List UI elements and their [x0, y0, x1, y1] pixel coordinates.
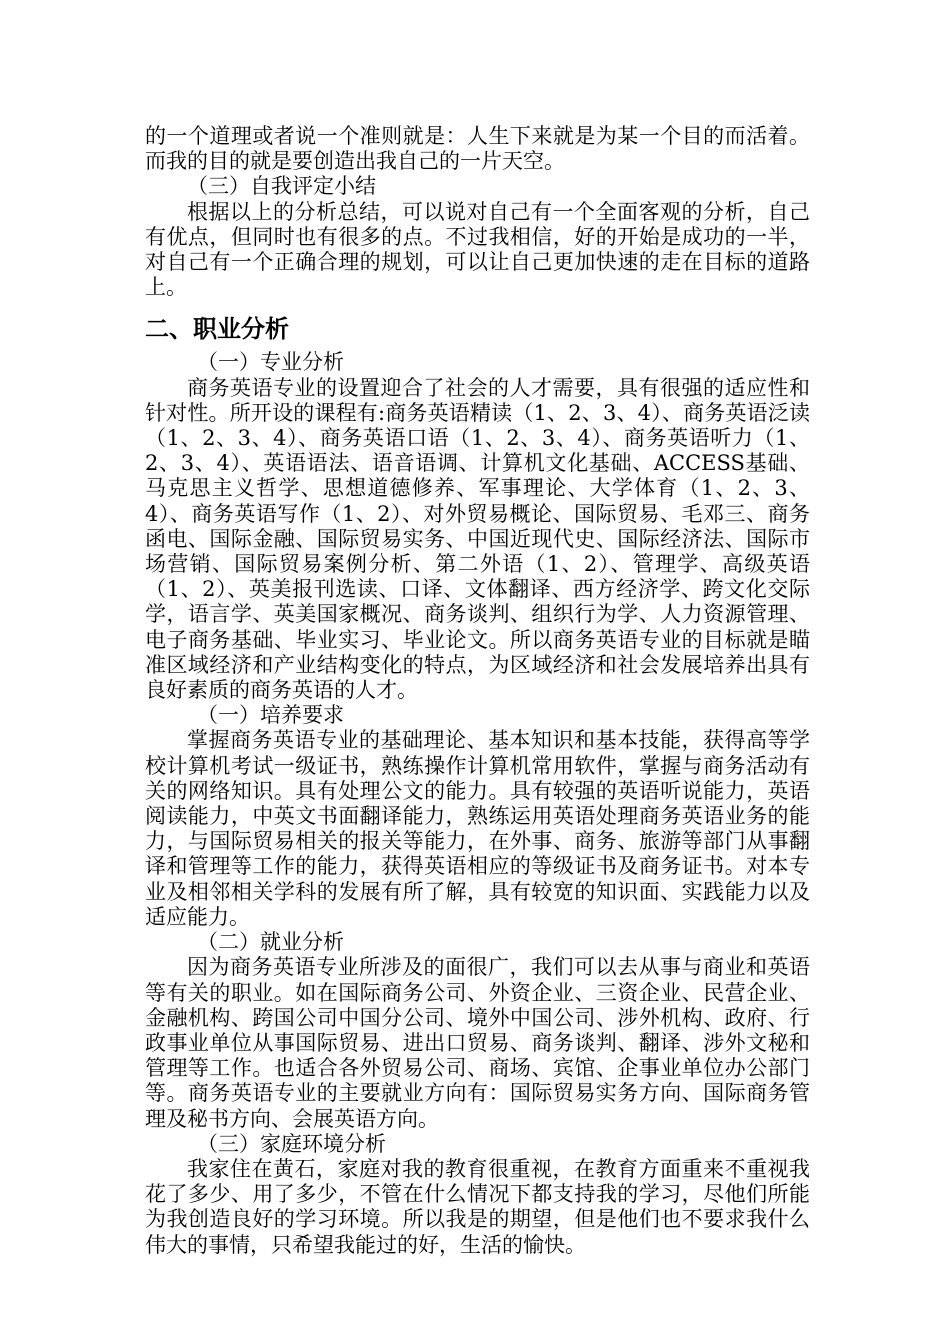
self-eval-heading: （三）自我评定小结	[187, 174, 376, 199]
continuation-paragraph: 的一个道理或者说一个准则就是：人生下来就是为某一个目的而活着。而我的目的就是要创造出我自己的一片天空。	[145, 124, 810, 174]
document-page	[145, 124, 810, 1258]
self-eval-paragraph: 根据以上的分析总结，可以说对自己有一个全面客观的分析，自己有优点，但同时也有很多的点。不过我相信，好的开始是成功的一半，对自己有一个正确合理的规划，可以让自己更加快速的走在目标的道路上。	[145, 199, 810, 300]
family-analysis-heading: （三）家庭环境分析	[197, 1131, 386, 1156]
major-analysis-heading: （一）专业分析	[197, 350, 344, 375]
family-analysis-paragraph: 我家住在黄石，家庭对我的教育很重视，在教育方面重来不重视我花了多少、用了多少，不管在什么情况下都支持我的学习，尽他们所能为我创造良好的学习环境。所以我是的期望，但是他们也不要求我什么伟大的事情，只希望我能过的好，生活的愉快。	[145, 1156, 810, 1257]
career-section-title: 二、职业分析	[145, 315, 289, 344]
employment-analysis-paragraph: 因为商务英语专业所涉及的面很广，我们可以去从事与商业和英语等有关的职业。如在国际商务公司、外资企业、三资企业、民营企业、金融机构、跨国公司中国分公司、境外中国公司、涉外机构、政府、行政事业单位从事国际贸易、进出口贸易、商务谈判、翻译、涉外文秘和管理等工作。也适合各外贸易公司、商场、宾馆、企事业单位办公部门等。商务英语专业的主要就业方向有：国际贸易实务方向、国际商务管理及秘书方向、会展英语方向。	[145, 955, 810, 1131]
major-analysis-paragraph: 商务英语专业的设置迎合了社会的人才需要，具有很强的适应性和针对性。所开设的课程有:商务英语精读（1、2、3、4）、商务英语泛读（1、2、3、4）、商务英语口语（1、2、3、4）、商务英语听力（1、2、3、4）、英语语法、语音语调、计算机文化基础、ACCESS基础、马克思主义哲学、思想道德修养、军事理论、大学体育（1、2、3、4）、商务英语写作（1、2）、对外贸易概论、国际贸易、毛邓三、商务函电、国际金融、国际贸易实务、中国近现代史、国际经济法、国际市场营销、国际贸易案例分析、第二外语（1、2）、管理学、高级英语（1、2）、英美报刊选读、口译、文体翻译、西方经济学、跨文化交际学，语言学、英美国家概况、商务谈判、组织行为学、人力资源管理、电子商务基础、毕业实习、毕业论文。所以商务英语专业的目标就是瞄准区域经济和产业结构变化的特点，为区域经济和社会发展培养出具有良好素质的商务英语的人才。	[145, 375, 810, 703]
training-requirements-heading: （一）培养要求	[197, 703, 344, 728]
training-requirements-paragraph: 掌握商务英语专业的基础理论、基本知识和基本技能，获得高等学校计算机考试一级证书，熟练操作计算机常用软件，掌握与商务活动有关的网络知识。具有处理公文的能力。具有较强的英语听说能力，英语阅读能力，中英文书面翻译能力，熟练运用英语处理商务英语业务的能力，与国际贸易相关的报关等能力，在外事、商务、旅游等部门从事翻译和管理等工作的能力，获得英语相应的等级证书及商务证书。对本专业及相邻相关学科的发展有所了解，具有较宽的知识面、实践能力以及适应能力。	[145, 728, 810, 929]
employment-analysis-heading: （二）就业分析	[197, 930, 344, 955]
